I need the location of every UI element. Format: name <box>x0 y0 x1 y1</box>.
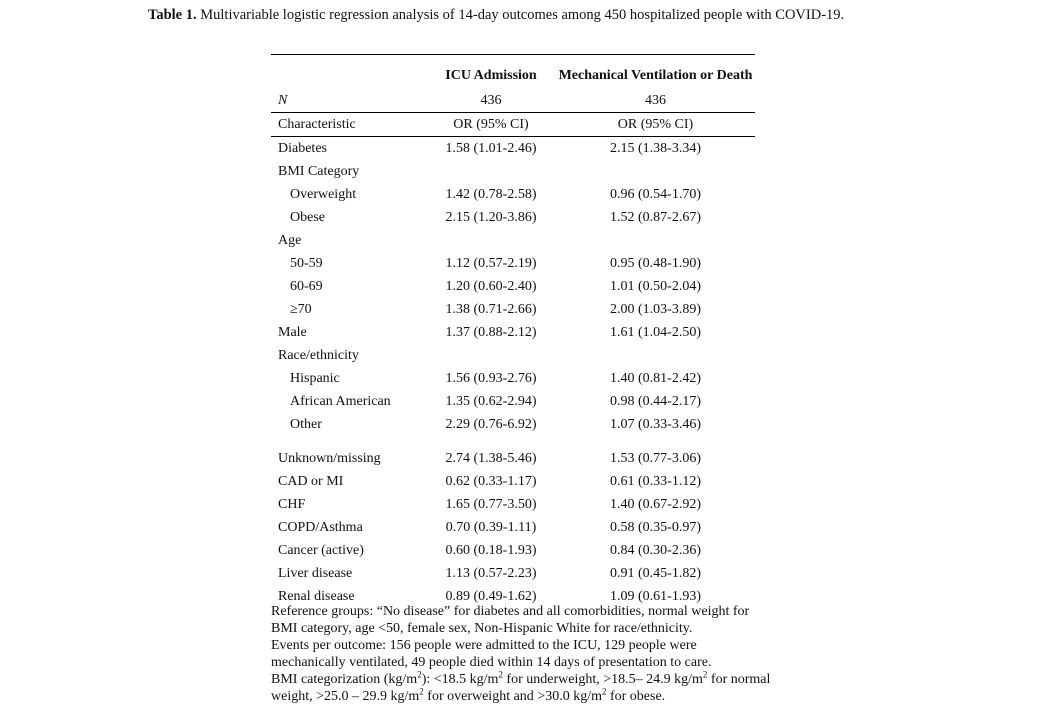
table-row <box>271 252 755 275</box>
n-label: N <box>278 93 288 108</box>
table-row <box>271 447 755 470</box>
row-mv: 0.98 (0.44-2.17) <box>610 394 701 409</box>
row-icu: 0.62 (0.33-1.17) <box>445 474 537 489</box>
row-icu <box>426 229 556 252</box>
row-mv: 1.52 (0.87-2.67) <box>610 210 701 225</box>
row-label: Obese <box>290 210 325 225</box>
regression-table-container <box>271 54 755 608</box>
spacer-row <box>271 436 755 447</box>
row-label: Other <box>290 417 322 432</box>
row-label: 60-69 <box>290 279 323 294</box>
row-label: 50-59 <box>290 256 323 271</box>
table-row <box>271 183 755 206</box>
row-label: African American <box>290 394 391 409</box>
row-mv: 0.96 (0.54-1.70) <box>610 187 701 202</box>
row-mv <box>556 344 755 367</box>
n-icu: 436 <box>480 93 502 108</box>
row-label: BMI Category <box>278 164 360 179</box>
row-label: Hispanic <box>290 371 340 386</box>
row-label: Age <box>278 233 302 248</box>
subheader-mv: OR (95% CI) <box>617 117 694 132</box>
row-icu <box>426 344 556 367</box>
table-row <box>271 344 755 367</box>
footnote-reference: Reference groups: “No disease” for diabetes and all comorbidities, normal weight for BMI category, age <50, female sex, Non-Hispanic White for race/ethnicity. <box>271 604 750 637</box>
row-label: Overweight <box>290 187 357 202</box>
row-mv: 1.61 (1.04-2.50) <box>610 325 701 340</box>
row-label: Race/ethnicity <box>278 348 359 363</box>
subheader-label: Characteristic <box>278 117 356 132</box>
row-icu: 1.20 (0.60-2.40) <box>445 279 537 294</box>
table-row <box>271 321 755 344</box>
table-row <box>271 562 755 585</box>
row-label: CHF <box>278 497 306 512</box>
row-mv <box>556 160 755 183</box>
row-label: Diabetes <box>278 141 327 156</box>
table-row <box>271 229 755 252</box>
column-header-row <box>271 55 755 90</box>
row-icu: 1.13 (0.57-2.23) <box>445 566 537 581</box>
caption-text: Multivariable logistic regression analysis of 14-day outcomes among 450 hospitalized people with COVID-19. <box>196 7 845 23</box>
table-row <box>271 539 755 562</box>
table-row <box>271 298 755 321</box>
row-icu: 1.37 (0.88-2.12) <box>445 325 537 340</box>
row-icu: 1.56 (0.93-2.76) <box>445 371 537 386</box>
table-row <box>271 413 755 436</box>
row-icu: 1.35 (0.62-2.94) <box>445 394 537 409</box>
table-row <box>271 137 755 161</box>
row-mv <box>556 229 755 252</box>
row-mv: 1.40 (0.67-2.92) <box>610 497 701 512</box>
row-icu: 2.15 (1.20-3.86) <box>445 210 537 225</box>
row-mv: 1.40 (0.81-2.42) <box>610 371 701 386</box>
row-label: Renal disease <box>278 589 355 604</box>
row-label: Unknown/missing <box>278 451 381 466</box>
table-row <box>271 516 755 539</box>
table-row <box>271 493 755 516</box>
table-row <box>271 160 755 183</box>
row-label: COPD/Asthma <box>278 520 363 535</box>
row-mv: 0.58 (0.35-0.97) <box>610 520 701 535</box>
row-mv: 0.84 (0.30-2.36) <box>610 543 701 558</box>
row-icu: 1.38 (0.71-2.66) <box>445 302 537 317</box>
row-mv: 2.00 (1.03-3.89) <box>610 302 701 317</box>
row-label: Male <box>278 325 307 340</box>
table-row <box>271 470 755 493</box>
n-mv: 436 <box>645 93 666 108</box>
row-mv: 1.01 (0.50-2.04) <box>610 279 701 294</box>
subheader-row <box>271 113 755 137</box>
row-icu: 1.65 (0.77-3.50) <box>445 497 537 512</box>
table-row <box>271 367 755 390</box>
footnote-events: Events per outcome: 156 people were admitted to the ICU, 129 people were mechanically ventilated, 49 people died within 14 days of presentation to care. <box>271 638 712 671</box>
subheader-icu: OR (95% CI) <box>453 117 529 132</box>
table-footnotes <box>271 603 771 706</box>
row-mv: 1.07 (0.33-3.46) <box>610 417 701 432</box>
table-row <box>271 206 755 229</box>
row-mv: 0.95 (0.48-1.90) <box>610 256 701 271</box>
row-icu: 0.89 (0.49-1.62) <box>445 589 537 604</box>
table-row <box>271 275 755 298</box>
row-icu: 2.29 (0.76-6.92) <box>445 417 537 432</box>
row-label: Cancer (active) <box>278 543 364 558</box>
row-icu: 1.42 (0.78-2.58) <box>445 187 537 202</box>
table-row <box>271 390 755 413</box>
row-icu: 1.58 (1.01-2.46) <box>445 141 537 156</box>
table-caption <box>148 6 1028 25</box>
col-header-mv: Mechanical Ventilation or Death <box>558 67 753 83</box>
n-row <box>271 89 755 113</box>
row-label: CAD or MI <box>278 474 344 489</box>
row-mv: 1.53 (0.77-3.06) <box>610 451 701 466</box>
regression-table <box>271 54 755 608</box>
row-mv: 0.91 (0.45-1.82) <box>610 566 701 581</box>
row-icu: 0.70 (0.39-1.11) <box>445 520 537 535</box>
row-icu: 0.60 (0.18-1.93) <box>445 543 537 558</box>
row-icu: 1.12 (0.57-2.19) <box>445 256 537 271</box>
row-label: ≥70 <box>290 302 312 317</box>
caption-label: Table 1. <box>148 7 197 23</box>
footnote-bmi: BMI categorization $(kg/m^2)$: <18.5 $kg/m^2$ for underweight, >18.5– 24.9 $kg/m^2$ for normal weight, >25.0 – 29.9 $kg/m^2$ for overweight and >30.0 $kg/m^2$ for obese. <box>271 669 771 705</box>
row-mv: 1.09 (0.61-1.93) <box>610 589 701 604</box>
row-label: Liver disease <box>278 566 353 581</box>
row-mv: 2.15 (1.38-3.34) <box>610 141 701 156</box>
row-mv: 0.61 (0.33-1.12) <box>610 474 701 489</box>
row-icu: 2.74 (1.38-5.46) <box>445 451 537 466</box>
col-header-icu: ICU Admission <box>445 67 537 83</box>
row-icu <box>426 160 556 183</box>
